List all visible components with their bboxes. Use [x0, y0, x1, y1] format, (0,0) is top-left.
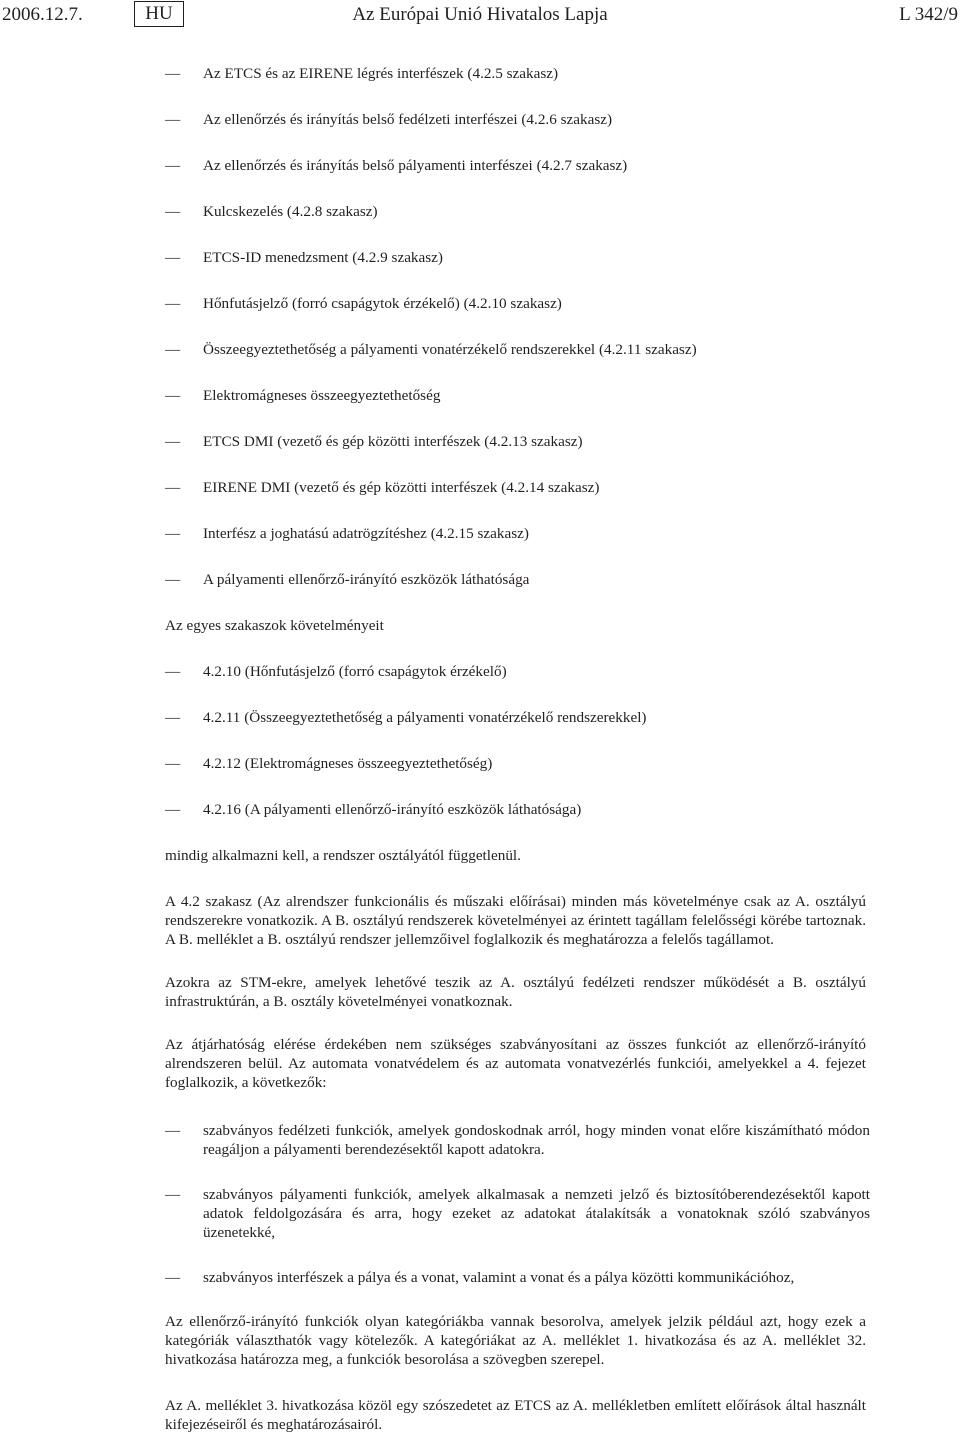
language-code-box: HU: [134, 1, 184, 27]
paragraph: Az átjárhatóság elérése érdekében nem szükséges szabványosítani az összes funkciót az ellenőrző-irányító alrendszeren belül. Az automata vonatvédelem és az automata vonatvezérlés funkciói, amelyekkel a 4. fejezet foglalkozik, a következők:: [165, 1036, 866, 1091]
dash-bullet: —: [165, 295, 181, 312]
list-item-text: 4.2.12 (Elektromágneses összeegyeztethetőség): [203, 755, 493, 772]
publication-date: 2006.12.7.: [2, 4, 83, 25]
list-item-text: szabványos fedélzeti funkciók, amelyek gondoskodnak arról, hogy minden vonat előre kiszámítható módon reagáljon a pályamenti berendezésektől kapott adatokra.: [203, 1122, 870, 1158]
list-item-text: ETCS-ID menedzsment (4.2.9 szakasz): [203, 249, 443, 266]
dash-bullet: —: [165, 801, 181, 818]
list-item-text: 4.2.16 (A pályamenti ellenőrző-irányító eszközök láthatósága): [203, 801, 582, 818]
list-item-text: Az ellenőrzés és irányítás belső pályamenti interfészei (4.2.7 szakasz): [203, 157, 628, 174]
paragraph: Az ellenőrző-irányító funkciók olyan kategóriákba vannak besorolva, amelyek jelzik például azt, hogy ezek a kategóriák választhatók vagy kötelezők. A kategóriákat az A. melléklet 1. hivatkozása és az A. melléklet 32. hivatkozása határozza meg, a funkciók besorolása a szövegben szerepel.: [165, 1313, 866, 1368]
dash-bullet: —: [165, 571, 181, 588]
dash-bullet: —: [165, 1269, 181, 1286]
dash-bullet: —: [165, 709, 181, 726]
list-item-text: Az ETCS és az EIRENE légrés interfészek (4.2.5 szakasz): [203, 65, 559, 82]
dash-bullet: —: [165, 249, 181, 266]
journal-title: Az Európai Unió Hivatalos Lapja: [352, 4, 608, 25]
paragraph: A 4.2 szakasz (Az alrendszer funkcionális és műszaki előírásai) minden más követelménye csak az A. osztályú rendszerekre vonatkozik. A B. osztályú rendszerek követelményei az érintett tagállam felelősségi körébe tartoznak. A B. melléklet a B. osztályú rendszer jellemzőivel foglalkozik és meghatározza a felelős tagállamot.: [165, 893, 866, 948]
dash-bullet: —: [165, 663, 181, 680]
list-item-text: Elektromágneses összeegyeztethetőség: [203, 387, 441, 404]
list-item-text: Hőnfutásjelző (forró csapágytok érzékelő) (4.2.10 szakasz): [203, 295, 562, 312]
list-item-text: ETCS DMI (vezető és gép közötti interfészek (4.2.13 szakasz): [203, 433, 583, 450]
list-item-text: Összeegyeztethetőség a pályamenti vonatérzékelő rendszerekkel (4.2.11 szakasz): [203, 341, 697, 358]
list-item-text: szabványos interfészek a pálya és a vonat, valamint a vonat és a pálya közötti kommunikációhoz,: [203, 1269, 795, 1286]
dash-bullet: —: [165, 111, 181, 128]
list-item-text: 4.2.11 (Összeegyeztethetőség a pályamenti vonatérzékelő rendszerekkel): [203, 709, 647, 726]
dash-bullet: —: [165, 387, 181, 404]
dash-bullet: —: [165, 433, 181, 450]
dash-bullet: —: [165, 1122, 181, 1139]
list-item-text: Kulcskezelés (4.2.8 szakasz): [203, 203, 378, 220]
dash-bullet: —: [165, 1186, 181, 1203]
list-item-text: Az ellenőrzés és irányítás belső fedélzeti interfészei (4.2.6 szakasz): [203, 111, 613, 128]
dash-bullet: —: [165, 65, 181, 82]
page-reference: L 342/9: [899, 4, 958, 25]
dash-bullet: —: [165, 479, 181, 496]
list-item-text: A pályamenti ellenőrző-irányító eszközök láthatósága: [203, 571, 530, 588]
paragraph: Az egyes szakaszok követelményeit: [165, 617, 384, 634]
dash-bullet: —: [165, 755, 181, 772]
page-header: [0, 0, 960, 34]
list-item-text: szabványos pályamenti funkciók, amelyek alkalmasak a nemzeti jelző és biztosítóberendezésektől kapott adatok feldolgozására és arra, hogy ezeket az adatokat átalakítsák a vonatoknak szóló szabványos üzenetekké,: [203, 1186, 870, 1241]
paragraph: Az A. melléklet 3. hivatkozása közöl egy szószedetet az ETCS az A. mellékletben említett előírások által használt kifejezéseiről és meghatározásairól.: [165, 1397, 866, 1433]
paragraph: mindig alkalmazni kell, a rendszer osztályától függetlenül.: [165, 847, 521, 864]
list-item-text: Interfész a joghatású adatrögzítéshez (4.2.15 szakasz): [203, 525, 529, 542]
dash-bullet: —: [165, 341, 181, 358]
paragraph: Azokra az STM-ekre, amelyek lehetővé teszik az A. osztályú fedélzeti rendszer működését a B. osztályú infrastruktúrán, a B. osztály követelményei vonatkoznak.: [165, 974, 866, 1010]
list-item-text: 4.2.10 (Hőnfutásjelző (forró csapágytok érzékelő): [203, 663, 507, 680]
dash-bullet: —: [165, 203, 181, 220]
dash-bullet: —: [165, 157, 181, 174]
dash-bullet: —: [165, 525, 181, 542]
list-item-text: EIRENE DMI (vezető és gép közötti interfészek (4.2.14 szakasz): [203, 479, 600, 496]
